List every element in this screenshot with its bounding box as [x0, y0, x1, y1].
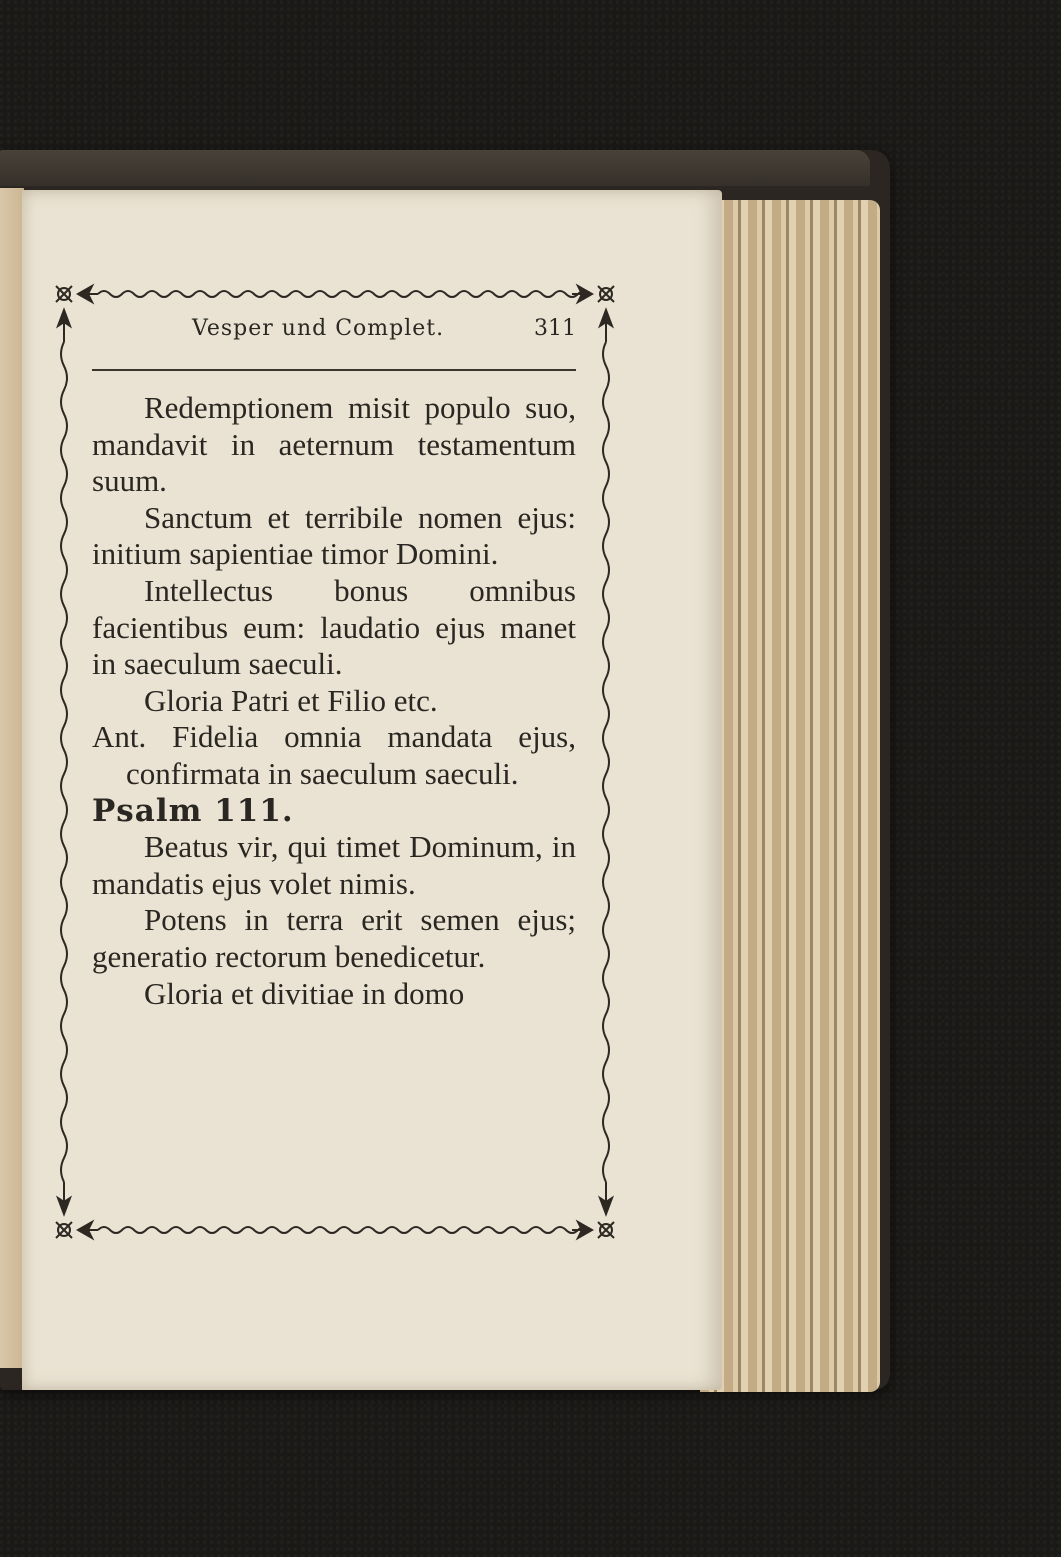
- psalm-verse: Potens in terra erit semen ejus; generatio rectorum benedicetur.: [92, 902, 576, 974]
- psalm-verse: Gloria et divitiae in domo: [144, 975, 465, 1011]
- page-number: 311: [534, 316, 576, 341]
- book-spine-top: [0, 150, 870, 186]
- running-title: Vesper und Complet.: [192, 316, 445, 341]
- paragraph: Intellectus bonus omnibus facientibus eum: laudatio ejus manet in saeculum saeculi.: [92, 572, 576, 682]
- left-page-edge: [0, 188, 24, 1368]
- paragraph: Gloria Patri et Filio etc.: [144, 682, 438, 718]
- psalm-heading: Psalm 111.: [92, 792, 294, 829]
- header-rule: [92, 369, 576, 371]
- page-stack-edge: [700, 200, 880, 1392]
- antiphon: Ant. Fidelia omnia mandata ejus, confirmata in saeculum saeculi.: [92, 719, 576, 791]
- psalm-verse: Beatus vir, qui timet Dominum, in mandatis ejus volet nimis.: [92, 829, 576, 901]
- paragraph: Redemptionem misit populo suo, mandavit in aeternum testamentum suum.: [92, 390, 576, 499]
- page-body-text: [92, 390, 576, 1012]
- running-head: [92, 316, 576, 356]
- paragraph: Sanctum et terribile nomen ejus: initium sapientiae timor Domini.: [92, 499, 576, 572]
